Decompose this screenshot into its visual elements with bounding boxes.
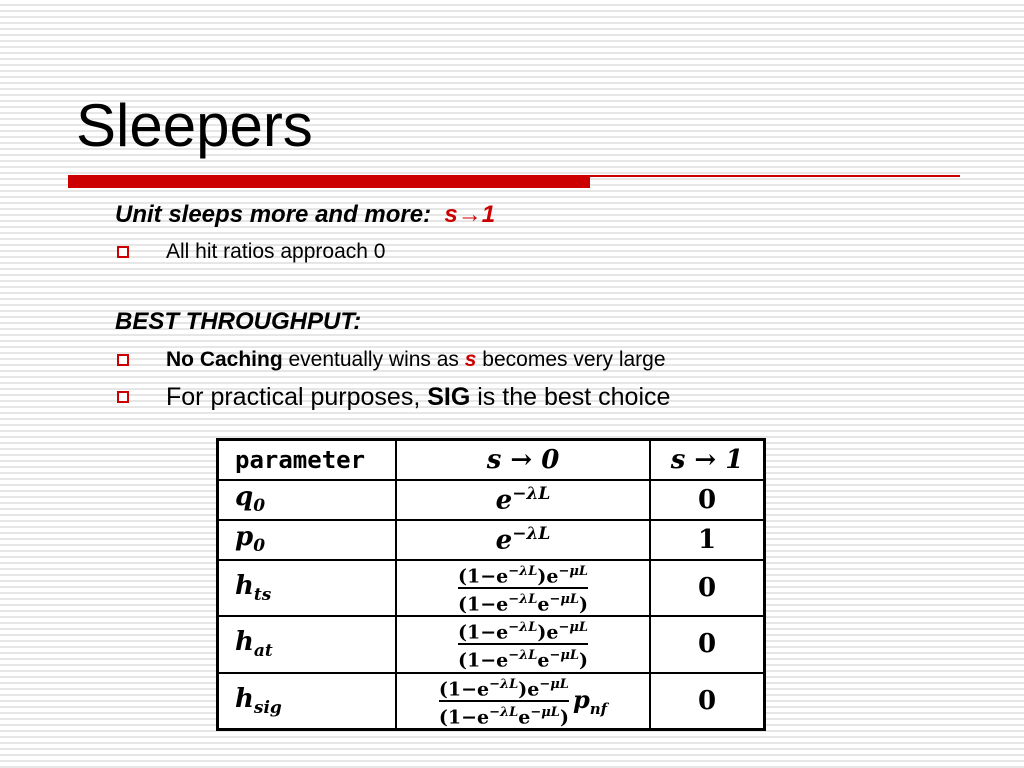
practical-end: is the best choice — [470, 382, 671, 411]
heading-unit-sleeps-text: Unit sleeps more and more: — [115, 201, 432, 228]
parameter-table — [216, 438, 766, 731]
param-s0-value — [396, 673, 650, 730]
param-s0-value — [396, 560, 650, 617]
fraction: $\frac{(1-e^{-\lambda L})e^{-\mu L}}{(1-e^{-\lambda L}e^{-\mu L})}$ — [457, 620, 589, 672]
bullet-no-caching — [117, 347, 666, 373]
heading-unit-sleeps-expr: s→1 — [444, 201, 496, 228]
param-s1-value: 0 — [650, 560, 765, 617]
param-name: $h_{sig}$ — [218, 673, 397, 730]
slide-title: Sleepers — [76, 92, 313, 159]
square-bullet-icon — [117, 246, 129, 258]
param-s1-value: 1 — [650, 520, 765, 560]
table-row — [218, 673, 765, 730]
header-s-to-0: s → 0 — [396, 440, 650, 480]
p-nf-factor: $p_{nf}$ — [572, 684, 608, 718]
table-row — [218, 480, 765, 520]
param-s1-value: 0 — [650, 616, 765, 673]
bullet-hit-ratios-text: All hit ratios approach 0 — [166, 240, 386, 263]
no-caching-end: becomes very large — [476, 348, 666, 371]
square-bullet-icon — [117, 391, 129, 403]
practical-pre: For practical purposes, — [166, 382, 428, 411]
fraction: $\frac{(1-e^{-\lambda L})e^{-\mu L}}{(1-e^{-\lambda L}e^{-\mu L})}$ — [457, 563, 589, 616]
param-name: $p_0$ — [218, 520, 397, 560]
table-row — [218, 616, 765, 673]
title-underline-line — [590, 175, 960, 177]
table-row — [218, 560, 765, 617]
table-row — [218, 520, 765, 560]
no-caching-var: s — [464, 348, 477, 371]
header-s-to-1: s → 1 — [650, 440, 765, 480]
param-s1-value: 0 — [650, 673, 765, 730]
bullet-hit-ratios — [117, 240, 386, 264]
param-s0-value: $e^{-\lambda L}$ — [396, 520, 650, 560]
param-s0-value — [396, 616, 650, 673]
title-underline-bar — [68, 175, 590, 188]
bullet-no-caching-text — [166, 348, 666, 372]
practical-sig: SIG — [427, 382, 471, 411]
param-s1-value: 0 — [650, 480, 765, 520]
bullet-practical-text — [166, 383, 670, 412]
no-caching-mid: eventually wins as — [282, 348, 465, 371]
param-name: $h_{at}$ — [218, 616, 397, 673]
header-parameter: parameter — [218, 440, 397, 480]
param-name: $h_{ts}$ — [218, 560, 397, 617]
param-s0-value: $e^{-\lambda L}$ — [396, 480, 650, 520]
param-name: $q_0$ — [218, 480, 397, 520]
heading-best-throughput: BEST THROUGHPUT: — [115, 308, 362, 335]
heading-unit-sleeps — [115, 200, 495, 230]
bullet-practical — [117, 382, 671, 412]
fraction: $\frac{(1-e^{-\lambda L})e^{-\mu L}}{(1-e^{-\lambda L}e^{-\mu L})}$ — [438, 676, 569, 729]
table-header-row — [218, 440, 765, 480]
no-caching-label: No Caching — [166, 348, 283, 371]
square-bullet-icon — [117, 354, 129, 366]
